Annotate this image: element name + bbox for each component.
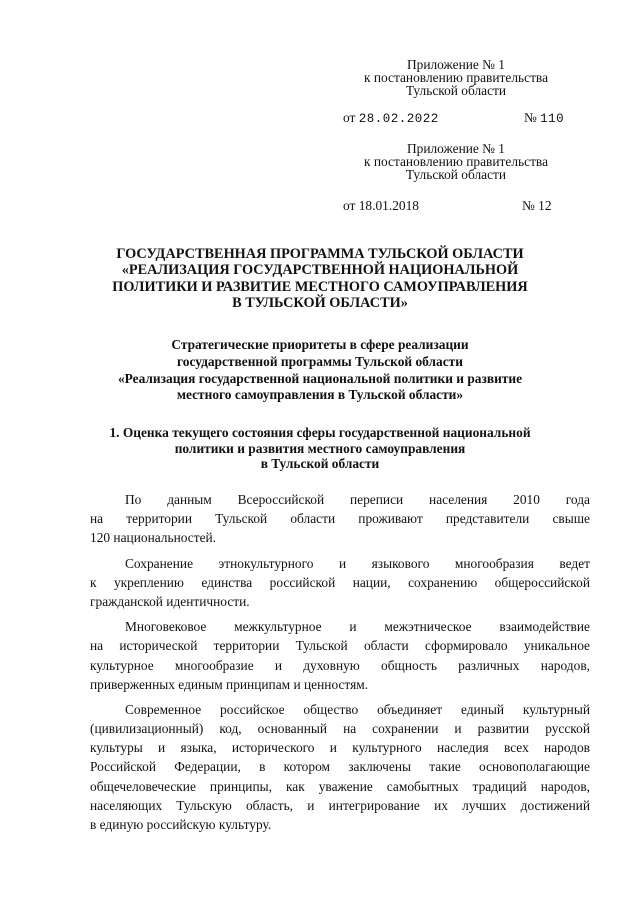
text-line: Современное российское общество объединяет единый культурный	[125, 701, 590, 717]
resolution-number: 110	[540, 112, 565, 126]
appendix-label: Приложение № 1	[406, 141, 506, 156]
text-line: населяющих Тульскую область, и интегрирование их лучших достижений	[90, 797, 590, 813]
text-line: на исторической территории Тульской области сформировало уникальное	[90, 638, 590, 654]
heading-line: «Реализация государственной национальной политики и развитие	[117, 370, 523, 386]
program-title-line: ГОСУДАРСТВЕННАЯ ПРОГРАММА ТУЛЬСКОЙ ОБЛАСТИ	[116, 246, 524, 262]
text-line: общечеловеческие принципы, как уважение самобытных традиций народов,	[90, 778, 590, 794]
text-line: Сохранение этнокультурного и языкового многообразия ведет	[125, 555, 590, 571]
paragraph	[90, 490, 590, 548]
heading-line: местного самоуправления в Тульской области»	[176, 387, 464, 403]
text-line: к укреплению единства российской нации, сохранению общероссийской	[90, 574, 590, 590]
text-line: гражданской идентичности.	[90, 593, 250, 609]
text-line: 120 национальностей.	[90, 530, 217, 546]
resolution-number-stamp	[524, 110, 564, 126]
body-text	[90, 490, 590, 840]
appendix-resolution-line: к постановлению правительства	[363, 70, 549, 85]
paragraph	[90, 617, 590, 694]
resolution-date: 28.02.2022	[358, 112, 439, 126]
appendix-label: Приложение № 1	[406, 57, 506, 72]
text-line: По данным Всероссийской переписи населения 2010 года	[125, 492, 590, 507]
program-title-line: ПОЛИТИКИ И РАЗВИТИЕ МЕСТНОГО САМОУПРАВЛЕНИЯ	[112, 278, 528, 295]
appendix-region-line: Тульской области	[405, 167, 507, 182]
strategic-priorities-heading	[80, 337, 560, 404]
section-heading	[70, 425, 570, 472]
number-label: №	[524, 110, 537, 125]
text-line: Многовековое межкультурное и межэтническое взаимодействие	[125, 619, 590, 635]
text-line: Российской Федерации, в котором заключены такие основополагающие	[90, 759, 590, 775]
section-heading-line: политики и развития местного самоуправления	[174, 440, 466, 456]
program-title	[80, 246, 560, 312]
program-title-line: В ТУЛЬСКОЙ ОБЛАСТИ»	[232, 295, 408, 312]
heading-line: Стратегические приоритеты в сфере реализации	[171, 337, 469, 352]
appendix-resolution-line: к постановлению правительства	[363, 154, 549, 169]
appendix-block-original	[326, 142, 586, 181]
text-line: в единую российскую культуру.	[90, 817, 272, 832]
section-heading-line: в Тульской области	[260, 456, 380, 471]
appendix-block-current	[326, 58, 586, 97]
text-line: на территории Тульской области проживают представители свыше	[90, 511, 590, 527]
text-line: приверженных единым принципам и ценностям.	[90, 676, 369, 692]
paragraph	[90, 554, 590, 612]
text-line: культуры и языка, исторического и культурного наследия всех народов	[90, 740, 590, 756]
original-resolution-number: № 12	[522, 198, 552, 213]
appendix-region-line: Тульской области	[405, 83, 507, 98]
paragraph	[90, 700, 590, 834]
section-heading-line: 1. Оценка текущего состояния сферы государственной национальной	[109, 425, 531, 440]
text-line: (цивилизационный) код, основанный на сохранении и развитии русской	[90, 721, 590, 737]
original-resolution-date: от 18.01.2018	[343, 198, 419, 213]
date-prefix: от	[343, 110, 356, 125]
resolution-date-stamp	[343, 110, 439, 126]
heading-line: государственной программы Тульской области	[177, 353, 463, 369]
text-line: культурное многообразие и духовную общность различных народов,	[90, 657, 590, 673]
program-title-line: «РЕАЛИЗАЦИЯ ГОСУДАРСТВЕННОЙ НАЦИОНАЛЬНОЙ	[121, 262, 519, 279]
